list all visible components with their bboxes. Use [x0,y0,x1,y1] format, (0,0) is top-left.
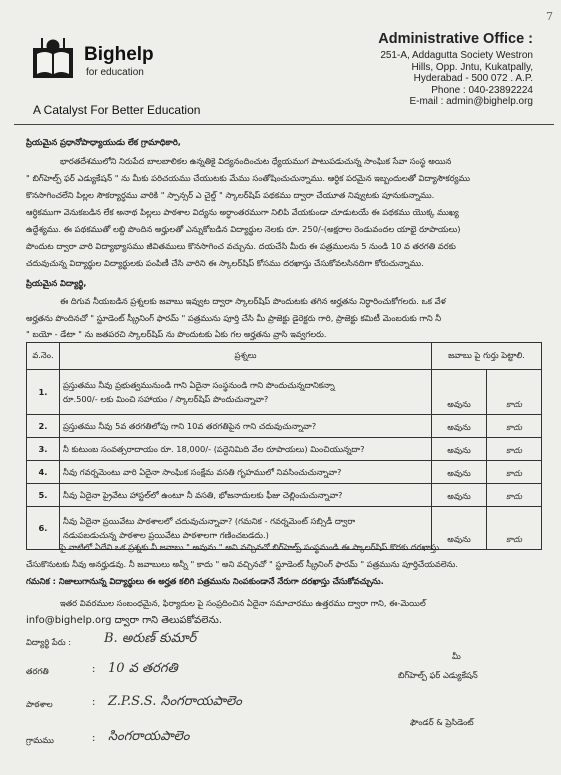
row-number: 4. [27,461,60,484]
tagline: A Catalyst For Better Education [33,103,201,117]
eligibility-table [26,342,542,550]
col-header-answer: జవాబు పై గుర్తు పెట్టాలి. [432,343,542,370]
table-row [27,484,542,507]
table-row [27,438,542,461]
col-header-question: ప్రశ్నలు [60,343,432,370]
paragraph-line: " బయో - డేటా " ను జతపరచి స్కాలర్‌షిప్ ను పొందుటకు ఏకు గల అర్హతను వ్రాసి ఇవ్వగలరు. [26,329,327,339]
question-line: రూ.500/- లకు మించి సహాయం / స్కాలర్‌షిప్ పొందుచున్నావా? [63,394,269,404]
signature-role: ఫౌండర్ & ప్రెసిడెంట్ [410,717,474,727]
answer-no-marked[interactable]: కాదు [487,415,542,438]
page-mark: 7 [546,10,553,23]
question-line: ప్రస్తుతము నీవు ప్రభుత్వమునుండి గాని ఏదైనా సంస్థనుండి గాని పొందుచున్నదానికన్నా [63,380,335,390]
table-header-row [27,343,542,370]
answer-no-marked[interactable]: కాదు [487,484,542,507]
header-divider [14,124,554,125]
office-title: Administrative Office : [378,31,533,47]
answer-no-marked[interactable]: కాదు [487,507,542,550]
question-line: నీవు గవర్నమెంటు వారి ఏదైనా సాంఘిక సంక్షేమ వసతి గృహములో నివసించుచున్నావా? [63,467,342,477]
phone-line: Phone : 040-23892224 [431,84,533,96]
address-line: Hills, Opp. Jntu, Kukatpally, [411,61,533,73]
answer-yes[interactable]: అవును [432,370,487,415]
answer-yes[interactable]: అవును [432,415,487,438]
answer-yes[interactable]: అవును [432,438,487,461]
email-line: E-mail : admin@bighelp.org [409,96,533,108]
brand-subtitle: for education [86,67,144,78]
note-line: ఇతర వివరముల సంబంధమైన, ఫిర్యాదుల పై సంప్రదించిన ఏదైనా సమాచారము ఉత్తరము ద్వారా గాని, ఈ-మెయిల్ [60,598,426,608]
salutation-student: ప్రియమైన విద్యార్థి, [26,278,87,288]
question-text [60,461,432,484]
table-row [27,370,542,415]
signature-prefix: మీ [452,651,461,661]
paragraph-line: ఉద్దేశ్యము. ఈ పథకముతో లబ్ది పొందిన అర్హులతో ఎన్నుకోబడిన విద్యార్థుల నెలకు రూ. 250/-(అక్షరాల రెండువందల యాభై రూపాయలు) [26,224,461,234]
note-line-email: info@bighelp.org ద్వారా గాని తెలుపకోవలెను. [26,615,222,626]
note-line: పై వాటిలో ఏదేని ఒక ప్రశ్నకు నీ జవాబు " అవును " అని వచ్చినచో బిగ్‌హెల్ప్ సంస్థనుండి ఈ స్కాలర్‌షిప్ కొరకు దరఖాస్తు [60,542,439,552]
bighelp-logo-icon [31,38,75,80]
paragraph-line: భారతదేశములోని నిరుపేద బాలబాలికల ఉన్నతికై విద్యనందించుట ధ్యేయముగ పాటుపడుచున్న సాంఘిక సేవా సంస్థ అయిన [60,156,452,166]
paragraph-line: ఈ దిగువ నీయబడిన ప్రశ్నలకు జవాబు ఇవ్వుట ద్వారా స్కాలర్‌షిప్ పొందుటకు తగిన అర్హతను నిర్ధారించుకోగలరు. ఒక వేళ [60,296,446,306]
paragraph-line: ఆర్ధికముగా వెనుకబడిన లేక అనాథ పిల్లలు పాఠశాల విద్యను అర్ధాంతరముగా నిలిపి వేయకుండా చూడుటయే ఈ పథకము యొక్క ముఖ్య [26,207,459,217]
class-label: తరగతి [26,666,49,676]
student-name-label: విద్యార్థి పేరు : [26,637,72,647]
colon: : [92,664,96,675]
office-address-block [273,31,533,108]
question-line: నీ కుటుంబ సంవత్సరాదాయం రూ. 18,000/- (పద్దెనిమిది వేల రూపాయలు) మించియున్నదా? [63,444,365,454]
colon: : [92,733,96,744]
signature-org: బిగ్‌హెల్ప్ ఫర్ ఎడ్యుకేషన్ [398,670,478,680]
brand-name: Bighelp [84,44,154,65]
answer-yes[interactable]: అవును [432,484,487,507]
village-value[interactable]: సింగరాయపాలెం [108,729,190,744]
table-row [27,415,542,438]
question-text [60,438,432,461]
row-number: 6. [27,507,60,550]
paragraph-line: కొనసాగించలేని పిల్లల సౌకర్యార్ధము వారికి " స్పాన్సర్ ఎ చైల్డ్ " స్కాలర్‌షిప్ పథకము ద్వారా చేయూత నివ్వుటకు పూనుకున్నాము. [26,190,435,200]
answer-yes[interactable]: అవును [432,461,487,484]
address-line: 251-A, Addagutta Society Westron [380,50,533,61]
question-line: నీవు ఏదైనా ప్రయివేటు పాఠశాలలో చదువుచున్నావా? (గమనిక - గవర్నమెంట్ సబ్సిడీ ద్వారా [63,516,356,526]
answer-no-marked[interactable]: కాదు [487,370,542,415]
class-value[interactable]: 10 వ తరగతి [108,661,178,676]
paragraph-line: " బిగ్‌హెల్ప్ ఫర్ ఎడ్యుకేషన్ " ను మీకు పరిచయము చేయుటకు మేము సంతోషించుచున్నాము. ఆర్ధిక పరమైన ఇబ్బందులతో విద్యాసౌకర్యము [26,173,471,183]
salutation: ప్రియమైన ప్రధానోపాధ్యాయుడు లేక గ్రామాధికారి, [26,137,181,147]
school-value[interactable]: Z.P.S.S. సింగరాయపాలెం [108,694,242,709]
question-text [60,484,432,507]
row-number: 2. [27,415,60,438]
note-line: గమనిక : నిజాలుగానున్న విద్యార్థులు ఈ అర్హత కలిగి పత్రమును నింపకుండానే నేరుగా దరఖాస్తు చేసుకోవచ్చును. [26,576,384,586]
address-line: Hyderabad - 500 072 . A.P. [413,73,533,85]
question-line: ప్రస్తుతము నీవు 5వ తరగతిలోపు గాని 10వ తరగతిపైన గాని చదువుచున్నావా? [63,421,317,431]
answer-no-marked[interactable]: కాదు [487,438,542,461]
paragraph-line: చదువుచున్న విద్యార్థుల విద్యార్థులకు పంపిణీ చేసి వారిని ఈ స్కాలర్‌షిప్ కోసము దరఖాస్తు చేసుకోవలసినదిగా కోరుచున్నాము. [26,258,424,268]
school-label: పాఠశాల [26,699,53,709]
row-number: 1. [27,370,60,415]
paragraph-line: పొందుట ద్వారా వారి విద్యాభ్యాసము జీవితములు కొనసాగించ వచ్చును. దయచేసి మీరు ఈ పత్రములను 5 నుండి 10 వ తరగతి వరకు [26,241,456,251]
question-text [60,370,432,415]
note-line: చేసుకొనుటకు నీవు అనర్హుడవు. నీ జవాబులు అన్నీ " కాదు " అని వచ్చినచో " స్టూడెంట్ స్క్రీనింగ్ ఫారమ్ " పత్రమును పూర్తిచేయవలెను. [26,559,458,569]
paragraph-line: అర్హతను పొందినచో " స్టూడెంట్ స్క్రీనింగ్ ఫారమ్ " పత్రమును పూర్తి చేసి మీ ప్రాజెక్టు డైరెక్టరు గారి, ప్రాజెక్టు కమిటీ మెంబరుకు గాని నీ [26,313,442,323]
student-name-value[interactable]: B. అరుణ్ కుమార్ [104,631,197,646]
village-label: గ్రామము [26,735,54,745]
row-number: 3. [27,438,60,461]
row-number: 5. [27,484,60,507]
question-line: నడుపబడుచున్న పాఠశాల ప్రయివేటు పాఠశాలగా గణించబడదు.) [63,530,269,540]
table-row [27,461,542,484]
question-line: నీవు ఏదైనా ప్రైవేటు హాస్టల్‌లో ఉంటూ నీ వసతి, భోజనాదులకు ఫీజు చెల్లించుచున్నావా? [63,490,343,500]
col-header-no: వ.నెం. [27,343,60,370]
colon: : [92,697,96,708]
answer-no-marked[interactable]: కాదు [487,461,542,484]
question-text [60,415,432,438]
answer-yes[interactable]: అవును [432,507,487,550]
